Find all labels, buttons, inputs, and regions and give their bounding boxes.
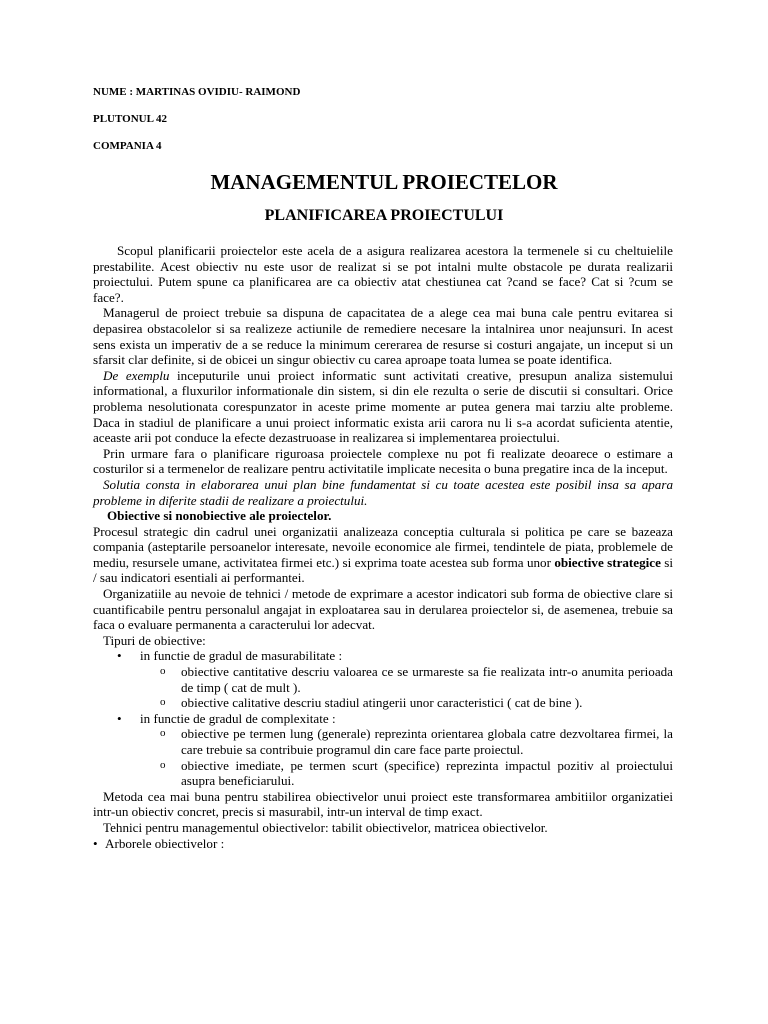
paragraph-manager: Managerul de proiect trebuie sa dispuna de capacitatea de a alege cea mai buna cale pentru evitarea si depasirea obstacolelor si sa realizeze actiunile de remediere necesare la intalnirea unor neajunsuri. In acest sens exista un imperativ de a se reduce la minimum cererarea de resurse si costuri angajate, un inceput si un sfarsit clar definite, si de obicei un singur obiectiv cu carea aproape toata lumea se poate identifica. [93,305,673,368]
bullet-icon: • [93,835,98,851]
list-item-label: in functie de gradul de complexitate : [140,710,336,726]
list-item [93,726,673,757]
list-item-text: obiective calitative descriu stadiul atingerii unor caracteristici ( cat de bine ). [181,695,583,711]
paragraph-method: Metoda cea mai buna pentru stabilirea obiectivelor unui proiect este transformarea ambitiilor organizatiei intr-un obiectiv concret, precis si masurabil, intr-un interval de timp exact. [93,788,673,820]
list-item [93,758,673,789]
paragraph-example [93,368,673,446]
sub-bullet-icon: o [160,727,166,740]
list-item [93,711,673,727]
objective-types-label: Tipuri de obiective: [103,632,206,648]
sub-bullet-icon: o [160,696,166,709]
paragraph-solution: Solutia consta in elaborarea unui plan bine fundamentat si cu toate acestea este posibil insa sa apara probleme in diferite stadii de realizare a proiectului. [93,476,673,508]
list-item [93,695,673,711]
sub-bullet-icon: o [160,758,166,771]
list-item-label: in functie de gradul de masurabilitate : [140,648,343,664]
sub-bullet-icon: o [160,665,166,678]
paragraph-conclusion: Prin urmare fara o planificare riguroasa proiectele complexe nu pot fi realizate deoarece o estimare a costurilor si a termenelor de realizare pentru activitatile implicate necesita o buna pregatire inca de la inceput. [93,445,673,477]
example-emphasis: De exemplu [103,367,170,383]
example-text: inceputurile unui proiect informatic sunt activitati creative, presupun analiza sistemului informational, a fluxurilor informationale din sistem, si din ele rezulta o serie de discutii si consultari. Orice problema nesolutionata corespunzator in aceste prime momente ar putea genera mai tarziu alte probleme. Daca in stadiul de planificare a unui proiect informatic exista arii carora nu li s-a acordat suficienta atentie, aceaste arii pot conduce la efecte dezastruoase in realizarea si implementarea proiectului. [93,367,673,446]
student-name: NUME : MARTINAS OVIDIU- RAIMOND [93,86,301,98]
list-item-text: obiective imediate, pe termen scurt (specifice) reprezinta impactul pozitiv al proiectului asupra beneficiarului. [181,757,673,789]
company: COMPANIA 4 [93,140,162,152]
paragraph-organizations: Organizatiile au nevoie de tehnici / metode de exprimare a acestor indicatori sub forma de obiective clare si cuantificabile pentru personalul angajat in exploatarea sau in derularea proiectelor si, de asemenea, trebuie sa faca o evaluare permanenta a caracterului lor adecvat. [93,586,673,633]
document-body [93,243,673,851]
strategy-bold-term: obiective strategice [554,554,661,570]
strategy-text-after: si / sau indicatori esentiali ai performantei. [93,554,673,586]
list-item [93,648,673,664]
bullet-icon: • [117,648,122,664]
objective-types-list [93,648,673,788]
list-item-text: obiective cantitative descriu valoarea ce se urmareste sa fie realizata intr-o anumita perioada de timp ( cat de mult ). [181,664,673,695]
paragraph-scope: Scopul planificarii proiectelor este acela de a asigura realizarea acestora la termenele si cu cheltuielile prestabilite. Acest obiectiv nu este usor de realizat si se pot intalni multe obstacole pe durata realizarii proiectului. Putem spune ca planificarea are ca obiectiv atat chestiunea cat ?cand se face? Cat si ?cum se face?. [93,243,673,305]
platoon: PLUTONUL 42 [93,113,168,125]
bullet-icon: • [117,710,122,726]
document-subtitle: PLANIFICAREA PROIECTULUI [264,207,504,224]
objective-tree-label: Arborele obiectivelor : [105,835,225,851]
paragraph-strategy [93,524,673,586]
section-heading: Obiective si nonobiective ale proiectelor. [107,508,332,524]
strategy-text-before: Procesul strategic din cadrul unei organizatii analizeaza conceptia culturala si politica pe care se bazeaza compania (asteptarile persoanelor interesate, nevoile economice ale firmei, tendintele de piata, problemele de mediu, resursele umane, activitatea firmei etc.) si exprima toate acestea sub forma unor [93,523,673,570]
objective-tree-item [93,836,673,852]
document-title: MANAGEMENTUL PROIECTELOR [210,170,558,194]
list-item [93,664,673,695]
list-item-text: obiective pe termen lung (generale) reprezinta orientarea globala catre dezvoltarea firmei, la care trebuie sa contribuie programul din care face parte proiectul. [181,726,673,757]
paragraph-techniques: Tehnici pentru managementul obiectivelor: tabilit obiectivelor, matricea obiectivelor. [103,819,548,835]
